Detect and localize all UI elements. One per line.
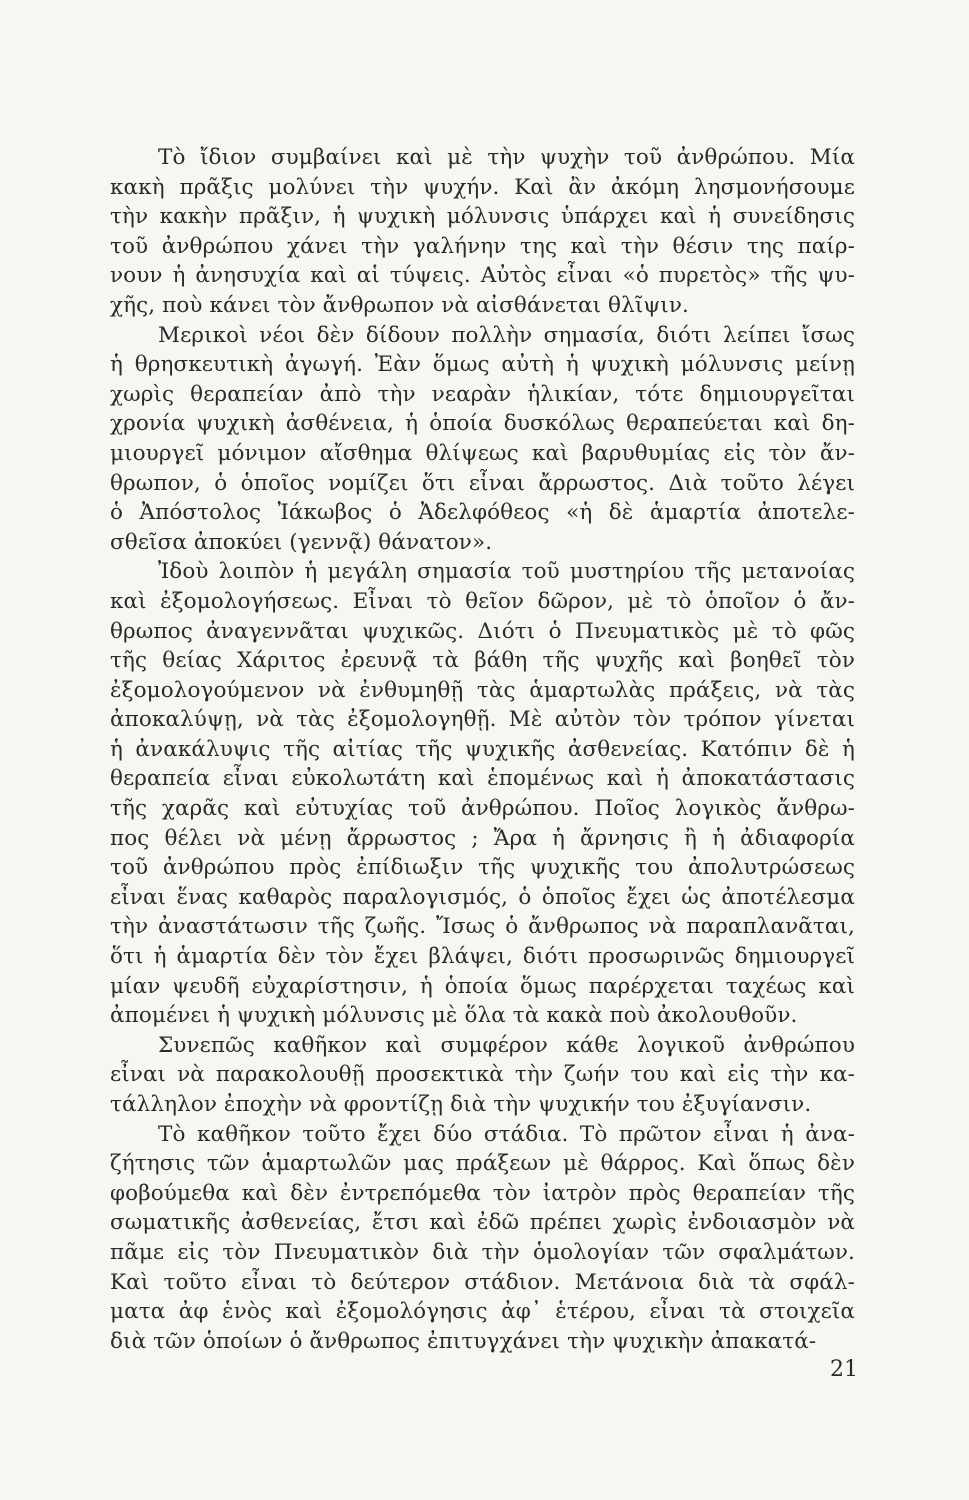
text-line: διὰ τῶν ὁποίων ὁ ἄνθρωπος ἐπιτυγχάνει τὴν ψυχικὴν ἀπακατά-	[110, 1328, 817, 1354]
text-line: τοῦ ἀνθρώπου χάνει τὴν γαλήνην της καὶ τὴν θέσιν της παίρ-	[110, 233, 855, 259]
text-line: τὴν κακὴν πρᾶξιν, ἡ ψυχικὴ μόλυνσις ὑπάρχει καὶ ἡ συνείδησις	[110, 204, 855, 230]
text-line: σθεῖσα ἀποκύει (γεννᾷ) θάνατον».	[110, 529, 493, 555]
text-line: ματα ἀφ ἑνὸς καὶ ἐξομολόγησις ἀφ᾽ ἑτέρου, εἶναι τὰ στοιχεῖα	[110, 1299, 855, 1325]
text-line: εἶναι νὰ παρακολουθῇ προσεκτικὰ τὴν ζωήν του καὶ εἰς τὴν κα-	[110, 1062, 855, 1088]
text-line: τῆς θείας Χάριτος ἐρευνᾷ τὰ βάθη τῆς ψυχῆς καὶ βοηθεῖ τὸν	[110, 648, 855, 674]
text-line: νουν ἡ ἀνησυχία καὶ αἱ τύψεις. Αὐτὸς εἶναι «ὁ πυρετὸς» τῆς ψυ-	[110, 263, 855, 289]
text-line: Ἰδοὺ λοιπὸν ἡ μεγάλη σημασία τοῦ μυστηρίου τῆς μετανοίας	[158, 559, 855, 585]
text-line: εἶναι ἕνας καθαρὸς παραλογισμός, ὁ ὁποῖος ἔχει ὡς ἀποτέλεσμα	[110, 884, 855, 910]
paragraph	[110, 1120, 855, 1357]
text-line: μιουργεῖ μόνιμον αἴσθημα θλίψεως καὶ βαρυθυμίας εἰς τὸν ἄν-	[110, 440, 855, 466]
text-line: χωρὶς θεραπείαν ἀπὸ τὴν νεαρὰν ἡλικίαν, τότε δημιουργεῖται	[110, 381, 855, 407]
text-line: πος θέλει νὰ μένῃ ἄρρωστος ; Ἄρα ἡ ἄρνησις ἢ ἡ ἀδιαφορία	[110, 825, 855, 851]
text-line: πᾶμε εἰς τὸν Πνευματικὸν διὰ τὴν ὁμολογίαν τῶν σφαλμάτων.	[110, 1239, 855, 1265]
text-line: ἀπομένει ἡ ψυχικὴ μόλυνσις μὲ ὅλα τὰ κακὰ ποὺ ἀκολουθοῦν.	[110, 1003, 798, 1029]
text-line: ἡ ἀνακάλυψις τῆς αἰτίας τῆς ψυχικῆς ἀσθενείας. Κατόπιν δὲ ἡ	[110, 736, 855, 762]
text-line: θεραπεία εἶναι εὐκολωτάτη καὶ ἑπομένως καὶ ἡ ἀποκατάστασις	[110, 766, 855, 792]
text-line: ἀποκαλύψῃ, νὰ τὰς ἐξομολογηθῇ. Μὲ αὐτὸν τὸν τρόπον γίνεται	[110, 707, 855, 733]
text-line: κακὴ πρᾶξις μολύνει τὴν ψυχήν. Καὶ ἂν ἀκόμη λησμονήσουμε	[110, 174, 855, 200]
text-line: τῆς χαρᾶς καὶ εὐτυχίας τοῦ ἀνθρώπου. Ποῖος λογικὸς ἄνθρω-	[110, 796, 855, 822]
text-line: Συνεπῶς καθῆκον καὶ συμφέρον κάθε λογικοῦ ἀνθρώπου	[158, 1032, 855, 1058]
text-line: ἡ θρησκευτικὴ ἀγωγή. Ἐὰν ὅμως αὐτὴ ἡ ψυχικὴ μόλυνσις μείνῃ	[110, 352, 855, 378]
text-line: ζήτησις τῶν ἁμαρτωλῶν μας πράξεων μὲ θάρρος. Καὶ ὅπως δὲν	[110, 1151, 855, 1177]
paragraph	[110, 321, 855, 558]
text-line: μίαν ψευδῆ εὐχαρίστησιν, ἡ ὁποία ὅμως παρέρχεται ταχέως καὶ	[110, 973, 855, 999]
text-line: Καὶ τοῦτο εἶναι τὸ δεύτερον στάδιον. Μετάνοια διὰ τὰ σφάλ-	[110, 1269, 855, 1295]
text-line: Τὸ καθῆκον τοῦτο ἔχει δύο στάδια. Τὸ πρῶτον εἶναι ἡ ἀνα-	[158, 1121, 855, 1147]
text-line: Τὸ ἴδιον συμβαίνει καὶ μὲ τὴν ψυχὴν τοῦ ἀνθρώπου. Μία	[158, 145, 855, 170]
text-line: ὁ Ἀπόστολος Ἰάκωβος ὁ Ἀδελφόθεος «ἡ δὲ ἁμαρτία ἀποτελε-	[110, 500, 855, 526]
paragraph	[110, 143, 855, 321]
text-line: ὅτι ἡ ἁμαρτία δὲν τὸν ἔχει βλάψει, διότι προσωρινῶς δημιουργεῖ	[110, 944, 855, 970]
text-line: τάλληλον ἐποχὴν νὰ φροντίζῃ διὰ τὴν ψυχικήν του ἐξυγίανσιν.	[110, 1092, 812, 1117]
paragraph	[110, 1031, 855, 1120]
text-line: ἐξομολογούμενον νὰ ἐνθυμηθῇ τὰς ἁμαρτωλὰς πράξεις, νὰ τὰς	[110, 677, 855, 703]
text-line: Μερικοὶ νέοι δὲν δίδουν πολλὴν σημασία, διότι λείπει ἴσως	[158, 322, 855, 348]
text-line: χῆς, ποὺ κάνει τὸν ἄνθρωπον νὰ αἰσθάνεται θλῖψιν.	[110, 292, 689, 318]
text-line: καὶ ἐξομολογήσεως. Εἶναι τὸ θεῖον δῶρον, μὲ τὸ ὁποῖον ὁ ἄν-	[110, 588, 855, 614]
text-line: θρωπος ἀναγεννᾶται ψυχικῶς. Διότι ὁ Πνευματικὸς μὲ τὸ φῶς	[110, 618, 855, 644]
text-line: φοβούμεθα καὶ δὲν ἐντρεπόμεθα τὸν ἰατρὸν πρὸς θεραπείαν τῆς	[110, 1180, 855, 1206]
body-text	[110, 143, 855, 1356]
text-line: τοῦ ἀνθρώπου πρὸς ἐπίδιωξιν τῆς ψυχικῆς του ἀπολυτρώσεως	[110, 855, 855, 881]
paragraph	[110, 557, 855, 1031]
text-line: σωματικῆς ἀσθενείας, ἔτσι καὶ ἐδῶ πρέπει χωρὶς ἐνδοιασμὸν νὰ	[110, 1210, 855, 1236]
text-line: θρωπον, ὁ ὁποῖος νομίζει ὅτι εἶναι ἄρρωστος. Διὰ τοῦτο λέγει	[110, 470, 855, 496]
text-line: τὴν ἀναστάτωσιν τῆς ζωῆς. Ἴσως ὁ ἄνθρωπος νὰ παραπλανᾶται,	[110, 914, 855, 940]
page-number: 21	[830, 1357, 858, 1382]
text-line: χρονία ψυχικὴ ἀσθένεια, ἡ ὁποία δυσκόλως θεραπεύεται καὶ δη-	[110, 411, 855, 437]
